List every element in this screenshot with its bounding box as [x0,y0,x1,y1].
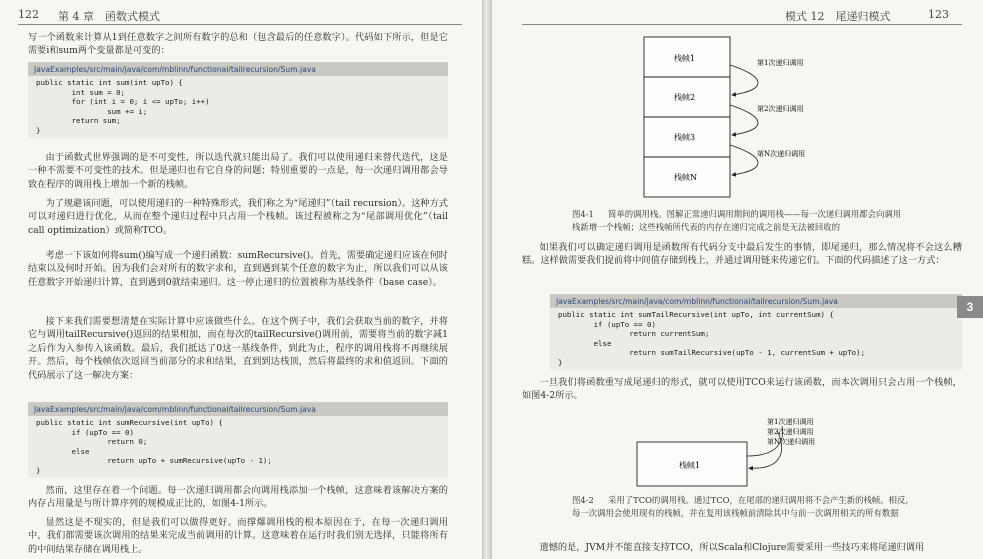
recursion-arrow [730,105,758,135]
code-line: public static int sumTailRecursive(int upTo, int currentSum) { [558,310,834,319]
book-gutter [482,0,492,559]
paragraph: 写一个函数来计算从1到任意数字之间所有数字的总和（包含最后的任意数字）。代码如下所示，但是它需要i和sum两个变量都是可变的： [28,32,448,57]
stack-frame-label: 栈帧3 [674,133,696,142]
code-lines [550,308,962,371]
stack-frame-label: 栈帧1 [679,461,701,470]
code-lines [28,76,448,139]
right-header-rule [522,24,962,25]
recursion-call-label: 第N次递归调用 [757,150,806,158]
paragraph: 然而，这里存在着一个问题。每一次递归调用都会向调用栈添加一个栈帧，这意味着该解决方案的内存占用量是与所计算序列的规模成正比的，如图4-1所示。 [28,485,448,510]
code-file-path: JavaExamples/src/main/java/com/mblinn/functional/tailrecursion/Sum.java [550,295,962,308]
code-line: return 0; [36,437,148,447]
code-line: } [558,357,563,367]
recursion-call-label: 第2次递归调用 [767,428,814,436]
paragraph: 考虑一下该如何将sum()编写成一个递归函数：sumRecursive()。首先，需要确定递归应该在何时结束以及何时开始。因为我们会对所有的数字求和，直到遇到某个任意的数字为止，所以我们可以从该任意数字开始递归计算，直到遇到0就结束递归。这一停止递归的位置被称为基线条件（base case）。 [28,250,448,288]
figure-4-1-call-stack [642,35,842,205]
code-line: sum += i; [36,106,148,116]
right-page [492,0,983,559]
paragraph: 接下来我们需要想清楚在实际计算中应该做些什么。在这个例子中，我们会获取当前的数字，并将它与调用tailRecursive()返回的结果相加，而在每次的tailRecursive()调用前，需要将当前的数字减1之后作为入参传入该函数。最后，我们抵达了0这一基线条件，到此为止，程序的调用栈将不再继续展开。然后，每个栈帧依次返回当前部分的求和结果，直到到达栈顶，然后将最终的求和值返回。下面的代码展示了这一解决方案： [28,316,448,381]
code-line: } [36,125,41,135]
code-block [550,294,962,370]
paragraph: 遗憾的是，JVM并不能直接支持TCO，所以Scala和Clojure需要采用一些技巧来将尾递归调用 [539,542,925,553]
left-header-rule [18,24,462,25]
figure-4-1-caption [572,208,902,233]
code-line: if (upTo == 0) [36,427,134,437]
paragraph: 为了规避该问题，可以使用递归的一种特殊形式，我们称之为“尾递归”（tail recursion）。这种方式可以对递归进行优化，从而在整个递归过程中只占用一个栈帧。该过程被称之为“尾部调用优化”（tail call optimization）或简称TCO。 [28,198,448,236]
paragraph: 如果我们可以确定递归调用是函数所有代码分支中最后发生的事情，即尾递归，那么情况将不会这么糟糕。这样做需要我们提前将中间值存储到栈上，并通过调用链来传递它们。下面的代码描述了这一方式： [522,242,962,267]
caption-figure-number: 图4-2 [572,495,594,505]
code-block [28,62,448,138]
code-line: else [558,338,612,348]
code-line: for (int i = 0; i <= upTo; i++) [36,97,210,107]
code-line: if (upTo == 0) [558,319,656,329]
code-file-path: JavaExamples/src/main/java/com/mblinn/functional/tailrecursion/Sum.java [28,63,448,76]
paragraph: 一旦我们将函数重写成尾递归的形式，就可以使用TCO来运行该函数，而本次调用只会占用一个栈帧，如图4-2所示。 [522,377,962,402]
recursion-call-label: 第1次递归调用 [757,59,804,67]
stack-frame-label: 栈帧N [674,173,697,182]
right-page-number: 123 [928,8,949,21]
code-block [28,402,448,478]
code-file-path: JavaExamples/src/main/java/com/mblinn/functional/tailrecursion/Sum.java [28,403,448,416]
paragraph: 由于函数式世界强调的是不可变性，所以迭代就只能出局了。我们可以使用递归来替代迭代，这是一种不需要不可变性的技术。但是递归也有它自身的问题；特别重要的一点是，每一次递归调用都会导致在程序的调用栈上增加一个新的栈帧。 [28,152,448,190]
recursion-arrow [730,145,758,175]
code-line: else [36,446,90,456]
paragraph: 显然这是不现实的，但是我们可以做得更好。而撑爆调用栈的根本原因在于，在每一次递归调用中，我们都需要该次调用的结果来完成当前调用的计算。这意味着在运行时我们别无选择，只能将所有的中间结果存储在调用栈上。 [28,517,448,555]
left-page-number: 122 [18,8,39,21]
recursion-call-label: 第2次递归调用 [757,105,804,113]
caption-text: 简单的调用栈。图解正常递归调用期间的调用栈——每一次递归调用都会向调用栈新增一个栈帧；这些栈帧所代表的内存在递归完成之前是无法被回收的 [572,209,902,232]
stack-frame-label: 栈帧1 [674,54,696,63]
code-line: int sum = 0; [36,87,125,97]
code-line: return upTo + sumRecursive(upTo - 1); [36,456,272,466]
code-line: return currentSum; [558,329,710,339]
right-section-title: 模式 12 尾递归模式 [785,10,891,23]
code-line: public static int sumRecursive(int upTo) { [36,418,223,427]
figure-4-2-tco-call-stack [617,412,867,492]
left-page [0,0,482,559]
code-line: return sumTailRecursive(upTo - 1, currentSum + upTo); [558,348,866,358]
chapter-tab: 3 [957,296,983,318]
code-lines [28,416,448,479]
recursion-call-label: 第1次递归调用 [767,418,814,426]
code-line: public static int sum(int upTo) { [36,78,183,87]
recursion-call-label: 第N次递归调用 [767,438,816,446]
left-chapter-title: 第 4 章 函数式模式 [58,10,160,23]
stack-frame-label: 栈帧2 [674,93,696,102]
recursion-arrow [730,65,758,95]
figure-4-2-caption [572,494,917,519]
caption-figure-number: 图4-1 [572,209,594,219]
caption-text: 采用了TCO的调用栈。通过TCO，在尾部的递归调用将不会产生新的栈帧。相反，每一次调用会使用现有的栈帧，并在复用该栈帧前清除其中与前一次调用相关的所有数据 [572,495,914,518]
code-line: return sum; [36,116,121,126]
code-line: } [36,465,41,475]
